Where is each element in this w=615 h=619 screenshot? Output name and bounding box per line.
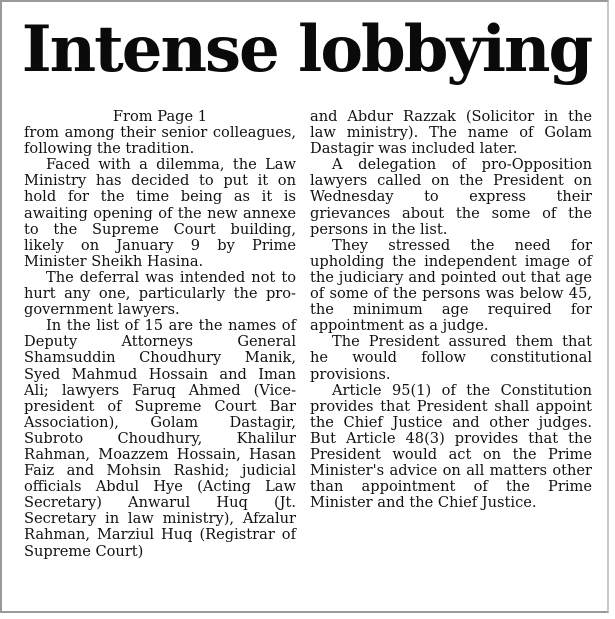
paragraph: They stressed the need for upholding the independent image of the judiciary and pointed out that age of some of the persons was below 45, the minimum age required for appointment as a judge. xyxy=(310,236,592,335)
headline: Intense lobbying xyxy=(21,12,592,87)
paragraph: In the list of 15 are the names of Deputy Attorneys General Shamsuddin Choudhury Manik, Syed Mahmud Hossain and Iman Ali; lawyers Faruq Ahmed (Vice-president of Supreme Court Bar Association), Golam Dastagir, Subroto Choudhury, Khalilur Rahman, Moazzem Hossain, Hasan Faiz and Mohsin Rashid; judicial officials Abdul Hye (Acting Law Secretary) Anwarul Huq (Jt. Secretary in law ministry), Afzalur Rahman, Marziul Huq (Registrar of Supreme Court) xyxy=(24,317,296,560)
article-body xyxy=(24,109,592,560)
paragraph: Article 95(1) of the Constitution provides that President shall appoint the Chief Justice and other judges. But Article 48(3) provides that the President would act on the Prime Minister's advice on all matters other than appointment of the Prime Minister and the Chief Justice. xyxy=(310,381,592,512)
paragraph: The deferral was intended not to hurt any one, particularly the pro-government lawyers. xyxy=(24,268,296,319)
continuation-label: From Page 1 xyxy=(112,108,208,125)
paragraph: The President assured them that he would follow constitutional provisions. xyxy=(310,333,592,383)
paragraph: from among their senior colleagues, following the tradition. xyxy=(24,124,296,158)
paragraph: and Abdur Razzak (Solicitor in the law ministry). The name of Golam Dastagir was included later. xyxy=(310,108,592,158)
paragraph: Faced with a dilemma, the Law Ministry has decided to put it on hold for the time being as it is awaiting opening of the new annexe to the Supreme Court building, likely on January 9 by Prime Minister Sheikh Hasina. xyxy=(24,156,296,270)
paragraph: A delegation of pro-Opposition lawyers called on the President on Wednesday to express their grievances about the some of the persons in the list. xyxy=(310,156,592,238)
right-column xyxy=(310,109,592,560)
left-column xyxy=(24,109,296,560)
